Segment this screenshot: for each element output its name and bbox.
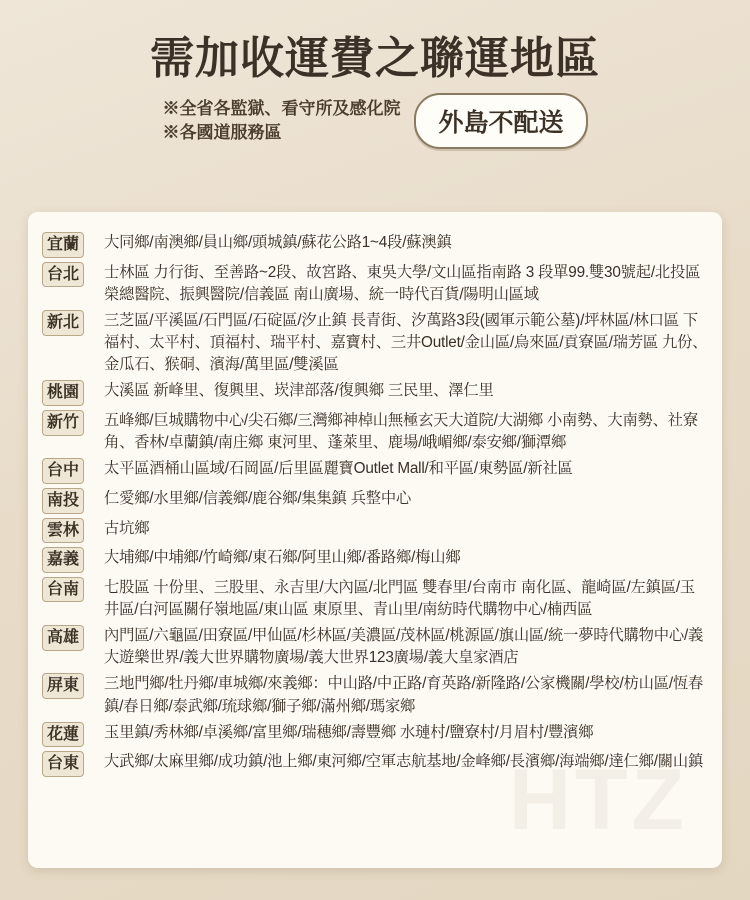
- note-service-areas: ※各國道服務區: [162, 122, 282, 142]
- region-tag: 宜蘭: [42, 232, 84, 258]
- region-tag: 台中: [42, 458, 84, 484]
- region-cell: [42, 456, 104, 486]
- region-tag: 台北: [42, 262, 84, 288]
- detail-cell: 大溪區 新峰里、復興里、崁津部落/復興鄉 三民里、澤仁里: [104, 382, 494, 400]
- region-list-card: [28, 212, 722, 868]
- detail-cell: 仁愛鄉/水里鄉/信義鄉/鹿谷鄉/集集鎮 兵整中心: [104, 489, 412, 507]
- table-row: [42, 486, 708, 516]
- table-row: [42, 260, 708, 308]
- region-cell: [42, 720, 104, 750]
- watermark: HTZ: [508, 752, 688, 848]
- table-row: [42, 575, 708, 623]
- region-cell: [42, 671, 104, 719]
- detail-cell: 內門區/六龜區/田寮區/甲仙區/杉林區/美濃區/茂林區/桃源區/旗山區/統一夢時代購物中心/義大遊樂世界/義大世界購物廣場/義大世界123廣場/義大皇家酒店: [104, 627, 704, 667]
- table-row: [42, 623, 708, 671]
- detail-cell: 大同鄉/南澳鄉/員山鄉/頭城鎮/蘇花公路1~4段/蘇澳鎮: [104, 234, 452, 251]
- region-tag: 新竹: [42, 410, 84, 436]
- table-row: [42, 545, 708, 575]
- region-table: [42, 230, 708, 779]
- detail-cell: 玉里鎮/秀林鄉/卓溪鄉/富里鄉/瑞穗鄉/壽豐鄉 水璉村/鹽寮村/月眉村/豐濱鄉: [104, 723, 594, 741]
- page-title: 需加收運費之聯運地區: [150, 34, 600, 83]
- table-row: [42, 408, 708, 456]
- detail-cell: 五峰鄉/巨城購物中心/尖石鄉/三灣鄉神棹山無極玄天大道院/大湖鄉 小南勢、大南勢、社寮角、香林/卓蘭鎮/南庄鄉 東河里、蓬萊里、鹿場/峨嵋鄉/泰安鄉/獅潭鄉: [104, 412, 698, 452]
- region-cell: [42, 486, 104, 516]
- region-cell: [42, 749, 104, 779]
- region-tag: 台東: [42, 751, 84, 777]
- offshore-no-delivery-badge: 外島不配送: [414, 93, 587, 149]
- detail-cell: 七股區 十份里、三股里、永吉里/大內區/北門區 雙春里/台南市 南化區、龍崎區/左鎮區/玉井區/白河區關仔嶺地區/東山區 東原里、青山里/南紡時代購物中心/楠西區: [104, 578, 695, 618]
- region-cell: [42, 575, 104, 623]
- table-row: [42, 720, 708, 750]
- table-row: [42, 671, 708, 719]
- region-cell: [42, 378, 104, 408]
- table-row: [42, 456, 708, 486]
- region-tag: 台南: [42, 577, 84, 603]
- table-row: [42, 230, 708, 260]
- region-tag: 南投: [42, 488, 84, 514]
- region-tag: 新北: [42, 310, 84, 336]
- region-cell: [42, 308, 104, 379]
- page-header: [0, 0, 750, 149]
- region-cell: [42, 230, 104, 260]
- detail-cell: 大武鄉/太麻里鄉/成功鎮/池上鄉/東河鄉/空軍志航基地/金峰鄉/長濱鄉/海端鄉/達仁鄉/關山鎮: [104, 753, 704, 771]
- table-row: [42, 378, 708, 408]
- detail-cell: 三地門鄉/牡丹鄉/車城鄉/來義鄉：中山路/中正路/育英路/新隆路/公家機關/學校/枋山區/恆春鎮/春日鄉/泰武鄉/琉球鄉/獅子鄉/滿州鄉/瑪家鄉: [104, 675, 704, 715]
- table-row: [42, 308, 708, 379]
- region-table-body: [42, 230, 708, 779]
- region-tag: 花蓮: [42, 722, 84, 748]
- region-tag: 嘉義: [42, 547, 84, 573]
- note-prisons: ※全省各監獄、看守所及感化院: [162, 98, 401, 118]
- detail-cell: 大埔鄉/中埔鄉/竹崎鄉/東石鄉/阿里山鄉/番路鄉/梅山鄉: [104, 549, 461, 567]
- region-cell: [42, 623, 104, 671]
- detail-cell: 古坑鄉: [104, 519, 150, 537]
- region-cell: [42, 408, 104, 456]
- header-subrow: [0, 93, 750, 149]
- region-tag: 桃園: [42, 380, 84, 406]
- region-tag: 屏東: [42, 673, 84, 699]
- header-notes: [162, 97, 400, 145]
- table-row: [42, 516, 708, 546]
- region-cell: [42, 516, 104, 546]
- region-cell: [42, 260, 104, 308]
- region-tag: 高雄: [42, 625, 84, 651]
- detail-cell: 士林區 力行街、至善路~2段、故宮路、東吳大學/文山區指南路 3 段單99.雙30號起/北投區 榮總醫院、振興醫院/信義區 南山廣場、統一時代百貨/陽明山區域: [104, 263, 701, 303]
- detail-cell: 太平區酒桶山區域/石岡區/后里區麗寶Outlet Mall/和平區/東勢區/新社區: [104, 460, 573, 478]
- region-cell: [42, 545, 104, 575]
- region-tag: 雲林: [42, 518, 84, 544]
- detail-cell: 三芝區/平溪區/石門區/石碇區/汐止鎮 長青街、汐萬路3段(國軍示範公墓)/坪林區/林口區 下福村、太平村、頂福村、瑞平村、嘉寶村、三井Outlet/金山區/烏來區/貢寮區/瑞芳區 九份、金瓜石、猴硐、濱海/萬里區/雙溪區: [104, 311, 708, 374]
- table-row: [42, 749, 708, 779]
